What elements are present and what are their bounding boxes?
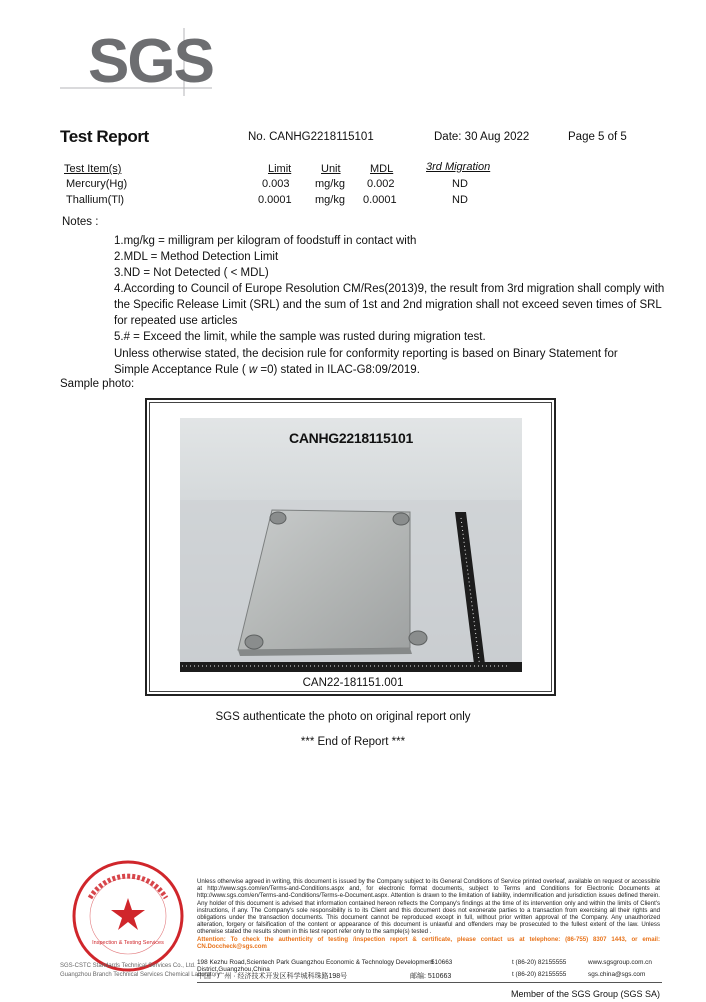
note-item: 1.mg/kg = milligram per kilogram of foodstuff in contact with [114,235,417,247]
tel-en: t (86-20) 82155555 [512,959,567,966]
postcode-cn: 邮编: 510663 [410,973,452,980]
stamp-label: Inspection & Testing Services [92,940,164,946]
cma-label [60,962,220,980]
end-of-report: *** End of Report *** [300,736,406,748]
member-of-sgs: Member of the SGS Group (SGS SA) [511,989,661,999]
report-date: Date: 30 Aug 2022 [434,131,530,143]
row-mdl: 0.002 [367,178,395,190]
fine-print [197,878,660,950]
row-result: ND [452,194,468,206]
col-unit: Unit [321,163,341,175]
note-item: 5.# = Exceed the limit, while the sample was rusted during migration test. [114,331,486,343]
attention-text: Attention: To check the authenticity of testing /inspection report & certificate, please contact us at telephone: (86-755) 8307 1443, or email: CN.Doccheck@sgs.com [197,935,660,950]
decision-rule-w: w [248,364,258,376]
report-number: No. CANHG2218115101 [248,131,374,143]
col-test-item: Test Item(s) [64,163,122,175]
row-limit: 0.003 [262,178,290,190]
page-number: Page 5 of 5 [568,131,627,143]
photo-caption: CANHG2218115101 [289,430,413,446]
row-unit: mg/kg [315,178,345,190]
row-limit: 0.0001 [258,194,292,206]
sgs-logo: SGS [88,27,213,96]
cma-line: SGS-CSTC Standards Technical Services Co., Ltd. [60,963,196,969]
sample-plate-image [180,418,522,672]
address-en: 198 Kezhu Road,Scientech Park Guangzhou Economic & Technology Development District,Guangzhou,China [197,959,434,973]
tel-cn: t (86-20) 82155555 [512,971,567,978]
row-unit: mg/kg [315,194,345,206]
decision-rule-pre: Unless otherwise stated, the decision rule for conformity reporting is based on Binary Statement for Simple Acceptance Rule ( [114,348,618,376]
footer-divider [197,982,662,983]
col-limit: Limit [268,163,292,175]
terms-text: Unless otherwise agreed in writing, this document is issued by the Company subject to its General Conditions of Service printed overleaf, available on request or accessible at http://www.sgs.com/en/Terms-and-Conditions.aspx and, for electronic format documents, subject to Terms and Conditions for Electronic Documents at http://www.sgs.com/en/Terms-and-Conditions/Terms-e-Document.aspx. Attention is drawn to the limitation of liability, indemnification and jurisdiction issues defined therein. Any holder of this document is advised that information contained hereon reflects the Company's findings at the time of its intervention only and within the limits of Client's instructions, if any. The Company's sole responsibility is to its Client and this document does not exonerate parties to a transaction from exercising all their rights and obligations under the transaction documents. This document cannot be reproduced except in full, without prior written approval of the Company. Any unauthorized alteration, forgery or falsification of the content or appearance of this document is unlawful and offenders may be prosecuted to the fullest extent of the law. Unless otherwise stated the results shown in this test report refer only to the sample(s) tested . [197,878,660,936]
note-item: 4.According to Council of Europe Resolution CM/Res(2013)9, the result from 3rd migration shall comply with the Specific Release Limit (SRL) and the sum of 1st and 2nd migration shall not exceed seven times of SRL for repeated use articles [114,283,665,327]
row-item: Mercury(Hg) [66,178,128,190]
cma-line: Guangzhou Branch Technical Services Chemical Laboratory [60,972,220,978]
sample-photo [180,418,522,672]
address-cn: 中国 · 广州 · 经济技术开发区科学城科珠路198号 [197,973,348,980]
note-item: 3.ND = Not Detected ( < MDL) [114,267,269,279]
col-3rd-migration: 3rd Migration [426,161,491,173]
report-title: Test Report [60,127,149,146]
decision-rule-post: =0) stated in ILAC-G8:09/2019. [257,364,420,376]
row-result: ND [452,178,468,190]
col-mdl: MDL [370,163,394,175]
sample-photo-label: Sample photo: [60,378,135,390]
postcode-en: 510663 [431,959,453,966]
photo-sample-id: CAN22-181151.001 [302,677,404,689]
web-en: www.sgsgroup.com.cn [588,959,652,966]
notes-label: Notes : [62,216,99,228]
seal-stamp-icon [70,858,186,974]
decision-rule [114,346,654,378]
row-mdl: 0.0001 [363,194,397,206]
web-cn: sgs.china@sgs.com [588,971,646,978]
row-item: Thallium(Tl) [66,194,125,206]
authenticate-note: SGS authenticate the photo on original report only [215,711,471,723]
note-item: 2.MDL = Method Detection Limit [114,251,279,263]
